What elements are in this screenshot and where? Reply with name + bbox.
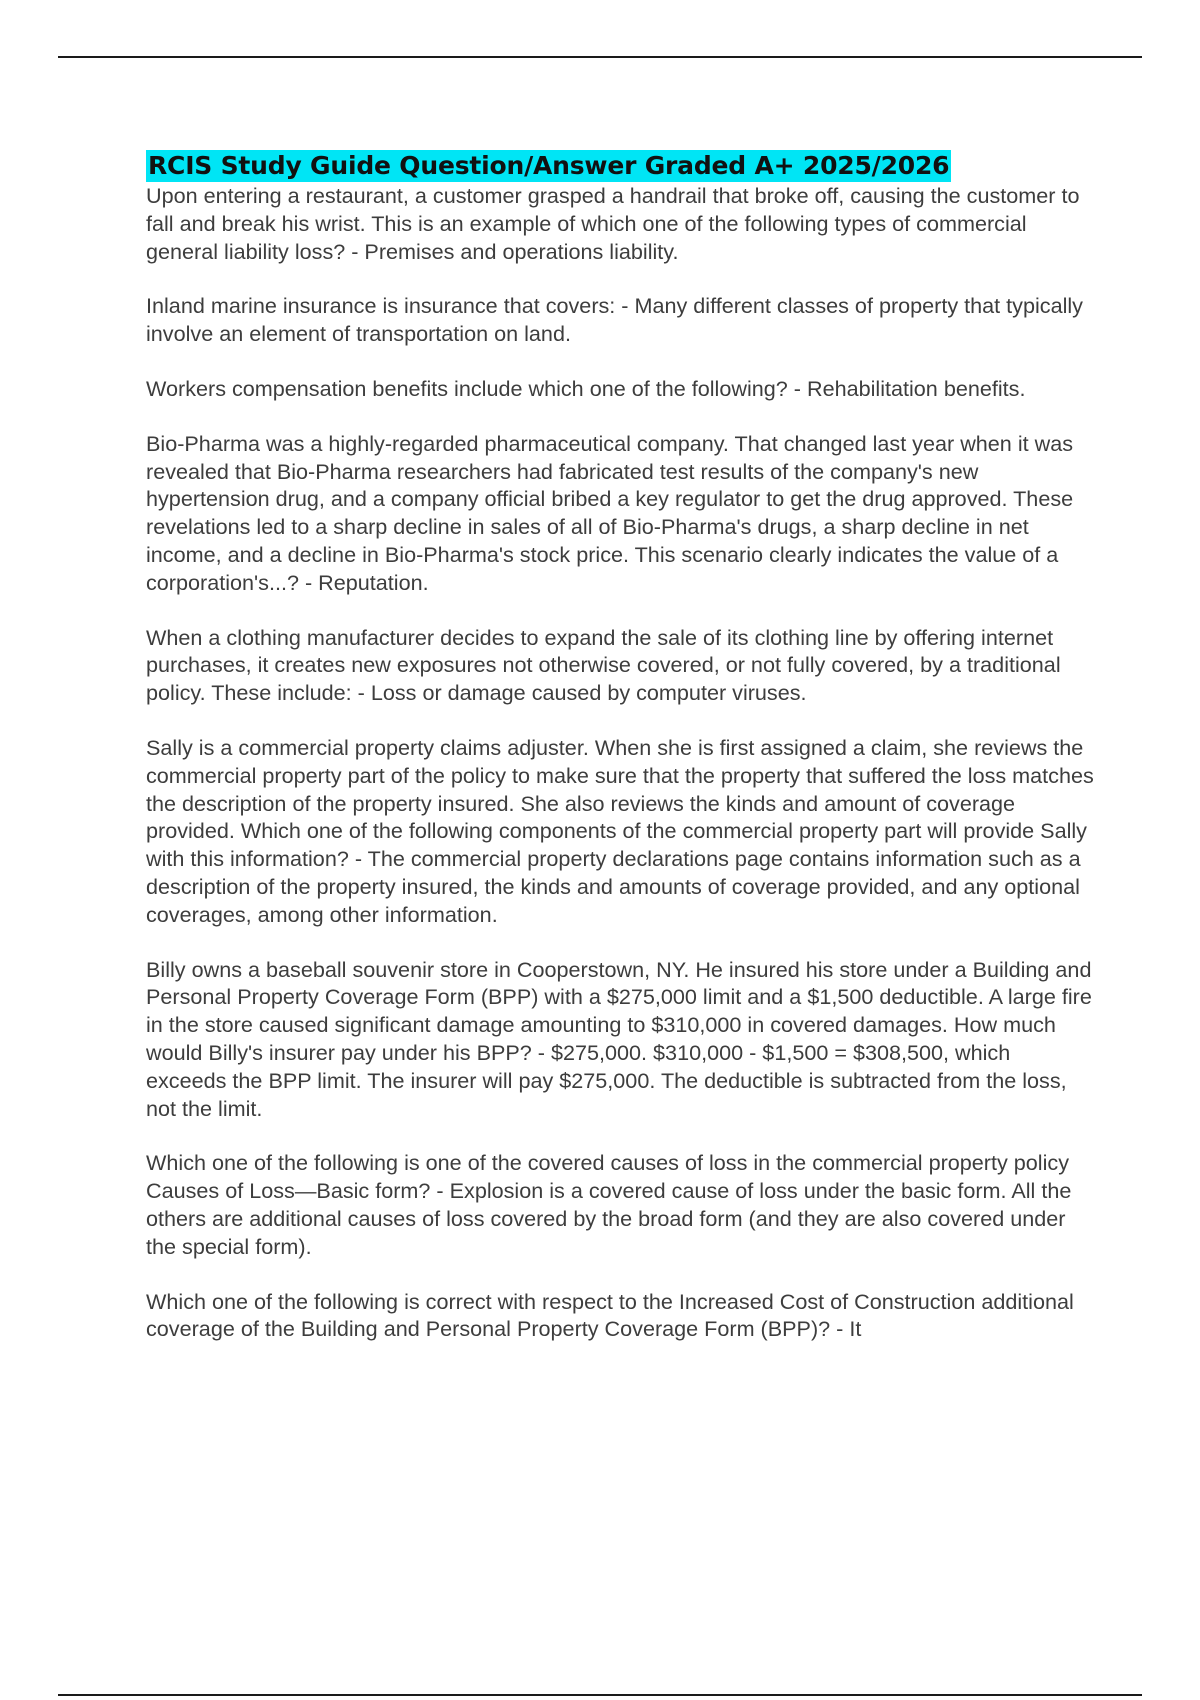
- qa-entry: Bio-Pharma was a highly-regarded pharmaceutical company. That changed last year when it was revealed that Bio-Pharma researchers had fabricated test results of the company's new hypertension drug, and a company official bribed a key regulator to get the drug approved. These revelations led to a sharp decline in sales of all of Bio-Pharma's drugs, a sharp decline in net income, and a decline in Bio-Pharma's stock price. This scenario clearly indicates the value of a corporation's...? - Reputation.: [146, 430, 1074, 595]
- qa-entry: Which one of the following is one of the covered causes of loss in the commercial property policy Causes of Loss—Basic form? - Explosion is a covered cause of loss under the basic form. All the others are additional causes of loss covered by the broad form (and they are also covered under the special form).: [146, 1150, 1072, 1259]
- document-title: RCIS Study Guide Question/Answer Graded A+ 2025/2026: [148, 151, 950, 180]
- document-body: [146, 150, 1096, 1370]
- qa-entry: Billy owns a baseball souvenir store in Cooperstown, NY. He insured his store under a Building and Personal Property Coverage Form (BPP) with a $275,000 limit and a $1,500 deductible. A large fire in the store caused significant damage amounting to $310,000 in covered damages. How much would Billy's insurer pay under his BPP? - $275,000. $310,000 - $1,500 = $308,500, which exceeds the BPP limit. The insurer will pay $275,000. The deductible is subtracted from the loss, not the limit.: [146, 956, 1092, 1121]
- qa-list: [146, 182, 1096, 1343]
- qa-entry: Workers compensation benefits include which one of the following? - Rehabilitation benefits.: [146, 375, 1026, 401]
- header-rule: [58, 56, 1142, 58]
- footer-rule: [58, 1694, 1142, 1696]
- qa-entry: Inland marine insurance is insurance that covers: - Many different classes of property that typically involve an element of transportation on land.: [146, 293, 1083, 347]
- qa-entry: Which one of the following is correct with respect to the Increased Cost of Construction additional coverage of the Building and Personal Property Coverage Form (BPP)? - It: [146, 1288, 1074, 1342]
- qa-entry: Sally is a commercial property claims adjuster. When she is first assigned a claim, she reviews the commercial property part of the policy to make sure that the property that suffered the loss matches the description of the property insured. She also reviews the kinds and amount of coverage provided. Which one of the following components of the commercial property part will provide Sally with this information? - The commercial property declarations page contains information such as a description of the property insured, the kinds and amounts of coverage provided, and any optional coverages, among other information.: [146, 734, 1094, 927]
- qa-entry: When a clothing manufacturer decides to expand the sale of its clothing line by offering internet purchases, it creates new exposures not otherwise covered, or not fully covered, by a traditional policy. These include: - Loss or damage caused by computer viruses.: [146, 624, 1061, 706]
- qa-entry: Upon entering a restaurant, a customer grasped a handrail that broke off, causing the customer to fall and break his wrist. This is an example of which one of the following types of commercial general liability loss? - Premises and operations liability.: [146, 183, 1080, 264]
